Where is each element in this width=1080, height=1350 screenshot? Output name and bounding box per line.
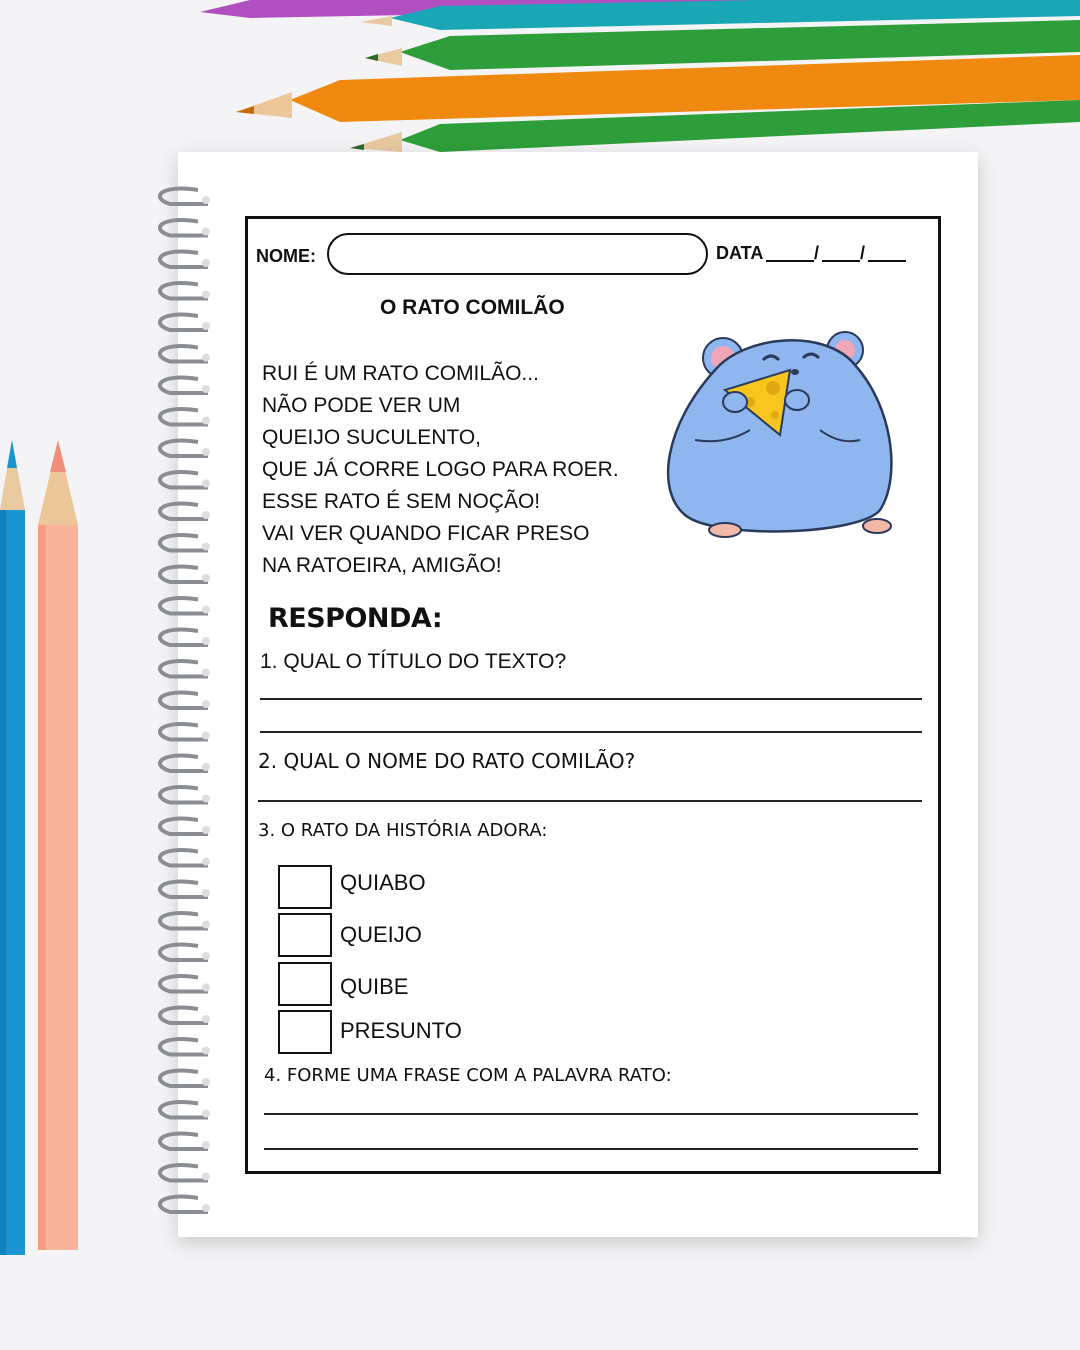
date-separator: / — [814, 243, 820, 263]
spiral-coil — [160, 409, 208, 424]
spiral-hole — [202, 858, 210, 866]
spiral-hole — [202, 543, 210, 551]
spiral-hole — [202, 795, 210, 803]
story-line: RUI É UM RATO COMILÃO... — [262, 362, 539, 385]
spiral-hole — [202, 228, 210, 236]
spiral-coil — [160, 1197, 208, 1212]
questions-heading: RESPONDA: — [268, 603, 443, 634]
date-separator: / — [860, 243, 866, 263]
story-line: NA RATOEIRA, AMIGÃO! — [262, 554, 502, 577]
option-label: PRESUNTO — [340, 1018, 462, 1043]
question-3: 3. O RATO DA HISTÓRIA ADORA: — [258, 820, 548, 841]
spiral-coil — [160, 787, 208, 802]
spiral-hole — [202, 606, 210, 614]
spiral-hole — [202, 291, 210, 299]
spiral-coil — [160, 346, 208, 361]
story-line: ESSE RATO É SEM NOÇÃO! — [262, 490, 541, 513]
name-field[interactable] — [327, 233, 708, 275]
spiral-coil — [160, 1008, 208, 1023]
spiral-hole — [202, 952, 210, 960]
spiral-hole — [202, 1110, 210, 1118]
spiral-hole — [202, 763, 210, 771]
spiral-coil — [160, 283, 208, 298]
spiral-hole — [202, 1047, 210, 1055]
spiral-hole — [202, 1141, 210, 1149]
spiral-coil — [160, 567, 208, 582]
story-text — [262, 358, 619, 582]
question-1: 1. QUAL O TÍTULO DO TEXTO? — [260, 650, 567, 673]
spiral-coil — [160, 1165, 208, 1180]
spiral-hole — [202, 1173, 210, 1181]
spiral-hole — [202, 669, 210, 677]
option-label: QUIBE — [340, 974, 409, 999]
spiral-hole — [202, 322, 210, 330]
spiral-hole — [202, 732, 210, 740]
spiral-hole — [202, 385, 210, 393]
mouse-eating-cheese-illustration — [655, 330, 895, 545]
spiral-coil — [160, 1102, 208, 1117]
spiral-coil — [160, 756, 208, 771]
spiral-coil — [160, 882, 208, 897]
spiral-coil — [160, 724, 208, 739]
story-line: QUE JÁ CORRE LOGO PARA ROER. — [262, 458, 619, 481]
spiral-coil — [160, 472, 208, 487]
checkbox-presunto[interactable] — [278, 1010, 332, 1054]
name-label: NOME: — [256, 246, 316, 266]
date-label: DATA — [716, 243, 764, 263]
spiral-hole — [202, 921, 210, 929]
story-line: VAI VER QUANDO FICAR PRESO — [262, 522, 590, 545]
spiral-coil — [160, 630, 208, 645]
spiral-hole — [202, 480, 210, 488]
spiral-hole — [202, 984, 210, 992]
checkbox-quiabo[interactable] — [278, 865, 332, 909]
spiral-hole — [202, 259, 210, 267]
spiral-coil — [160, 976, 208, 991]
option-label: QUIABO — [340, 870, 426, 895]
spiral-coil — [160, 535, 208, 550]
date-day-blank[interactable] — [766, 246, 814, 262]
story-title: O RATO COMILÃO — [380, 296, 565, 319]
spiral-hole — [202, 511, 210, 519]
answer-line-4b[interactable] — [264, 1148, 918, 1150]
spiral-hole — [202, 1204, 210, 1212]
option-label: QUEIJO — [340, 922, 422, 947]
spiral-coil — [160, 220, 208, 235]
story-line: QUEIJO SUCULENTO, — [262, 426, 481, 449]
spiral-coil — [160, 850, 208, 865]
pencils-top-illustration — [0, 0, 1080, 160]
spiral-hole — [202, 826, 210, 834]
checkbox-queijo[interactable] — [278, 913, 332, 957]
spiral-coil — [160, 945, 208, 960]
spiral-coil — [160, 598, 208, 613]
spiral-coil — [160, 1071, 208, 1086]
answer-line-1b[interactable] — [260, 731, 922, 733]
spiral-hole — [202, 448, 210, 456]
spiral-hole — [202, 1015, 210, 1023]
spiral-coil — [160, 913, 208, 928]
answer-line-2[interactable] — [258, 800, 922, 802]
date-month-blank[interactable] — [822, 246, 860, 262]
spiral-coil — [160, 819, 208, 834]
checkbox-quibe[interactable] — [278, 962, 332, 1006]
story-line: NÃO PODE VER UM — [262, 394, 461, 417]
spiral-coil — [160, 1039, 208, 1054]
spiral-hole — [202, 354, 210, 362]
spiral-coil — [160, 441, 208, 456]
spiral-coil — [160, 504, 208, 519]
spiral-hole — [202, 417, 210, 425]
question-4: 4. FORME UMA FRASE COM A PALAVRA RATO: — [264, 1065, 672, 1086]
spiral-coil — [160, 189, 208, 204]
spiral-coil — [160, 378, 208, 393]
spiral-hole — [202, 889, 210, 897]
answer-line-4a[interactable] — [264, 1113, 918, 1115]
spiral-hole — [202, 196, 210, 204]
spiral-coil — [160, 1134, 208, 1149]
pencils-left-illustration — [0, 440, 90, 1260]
answer-line-1a[interactable] — [260, 698, 922, 700]
spiral-hole — [202, 637, 210, 645]
spiral-coil — [160, 693, 208, 708]
spiral-hole — [202, 1078, 210, 1086]
spiral-hole — [202, 574, 210, 582]
spiral-coil — [160, 252, 208, 267]
spiral-binding — [140, 180, 220, 1220]
spiral-coil — [160, 315, 208, 330]
date-year-blank[interactable] — [868, 246, 906, 262]
spiral-coil — [160, 661, 208, 676]
spiral-hole — [202, 700, 210, 708]
question-2: 2. QUAL O NOME DO RATO COMILÃO? — [258, 749, 636, 773]
